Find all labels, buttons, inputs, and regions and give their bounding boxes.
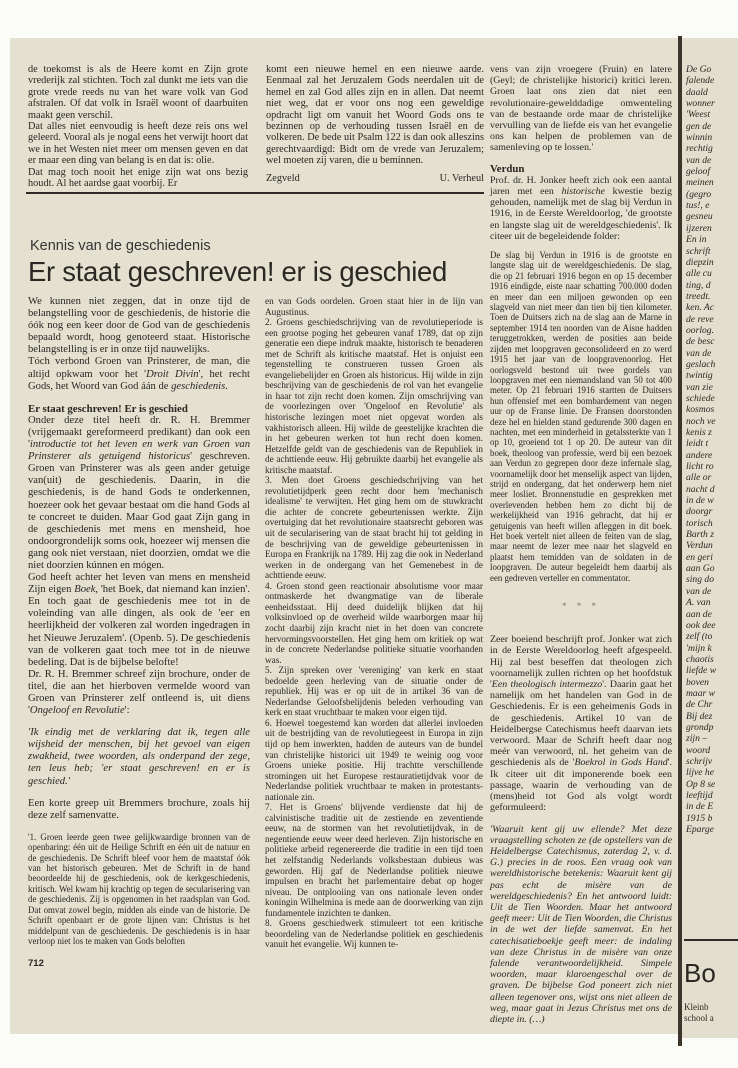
text-run: , 'het Boek, dat niemand kan inzien'. En toch gaat de geschiedenis mee tot in de voleinding van alle dingen, als ook de 'eer en heerlijkheid der volkeren zal worden ingedragen in het Nieuwe Jeruzalem'. (Openb. 5). De geschiedenis van de volkeren gaat toch mee tot in de nieuwe bedeling. Dat is de bijbelse belofte! (28, 584, 250, 668)
text-line: schrift (686, 245, 711, 257)
text-line: daald (686, 86, 708, 98)
text-line: Bij dez (686, 710, 713, 722)
text-paragraph (265, 665, 483, 718)
text-run: 8. Groens geschiedwerk stimuleert tot een kritische beoordeling van de Nederlandse politiek en geschiedenis vanuit het evangelie. Wij kunnen te- (265, 918, 483, 950)
text-run: 4. Groen stond geen reactionair absolutisme voor maar ontmaskerde het dwangmatige van de liberale eenheidsstaat. Hij deed duidelijk blijken dat hij volksinvloed op de overheid wilde waarborgen maar hij zocht daarbij zijn kracht niet in het doen van concrete hervormingsvoorstellen. Het ging hem om kritiek op wat in de concrete Nederlandse politieke situatie voorhanden was. (265, 580, 483, 665)
text-line: gen de (686, 120, 712, 132)
next-page-text (686, 64, 738, 835)
text-line: nacht d (686, 483, 715, 495)
text-line: geslach (686, 358, 716, 370)
section-separator (490, 601, 672, 612)
text-paragraph (28, 64, 248, 121)
text-paragraph (490, 634, 672, 813)
signature-author: U. Verheul (439, 172, 484, 184)
section-divider (26, 192, 484, 194)
text-run: 6. Hoewel toegestemd kan worden dat allerlei invloeden uit de bestrijding van de revolutiegeest in Europa in zijn tijd op hem inwerkten, hadden de auteurs van de bundel van christelijke historici uit 1949 te weinig oog voor Groens unieke positie. Hij trachtte verschillende stromingen uit het Europese restauratietijdvak voor de Nederlandse politiek vruchtbaar te maken in protestants-nationale zin. (265, 717, 483, 802)
text-line: in de w (686, 495, 714, 507)
text-line: En in (686, 234, 707, 246)
text-line: rechtig (686, 143, 713, 155)
text-paragraph (28, 798, 250, 822)
page-number: 712 (28, 958, 44, 970)
text-line: grondp (686, 721, 714, 733)
text-paragraph (265, 317, 483, 475)
text-line: ook dee (686, 619, 716, 631)
text-line: oorlog. (686, 324, 714, 336)
text-paragraph (28, 121, 248, 167)
text-paragraph (28, 669, 250, 717)
next-page-footer (684, 1002, 714, 1023)
text-line: licht ro (686, 461, 714, 473)
text-line: Barth z (686, 529, 714, 541)
section-heading (490, 164, 672, 175)
italic-text: historische (561, 186, 605, 198)
text-run: We kunnen niet zeggen, dat in onze tijd de belangstelling voor de geschiedenis, de historie die óók nog een keer door de God van de geschiedenis bepaald wordt, hoog genoteerd staat. Historische belangstelling is er in onze tijd nauwelijks. (28, 296, 250, 356)
text-line: 'mijn k (686, 642, 712, 654)
text-line: sing do (686, 574, 714, 586)
text-run: 'Ik eindig met de verklaring dat ik, tegen alle wijsheid der menschen, bij het gevoel van eigen zwakheid, twee woorden, als onderpand der zege, ten leus heb; 'er staat geschreven! en er is geschied.' (28, 727, 250, 787)
text-line: chaotis (686, 653, 714, 665)
text-run: 7. Het is Groens' blijvende verdienste dat hij de calvinistische traditie uit de zestiende en zeventiende eeuw, na de stormen van het revolutietijdvak, in de negentiende eeuw weer deed herleven. Zijn historische en politieke arbeid regenereerde die traditie in een tijd toen het zelfstandig Nederlands volksbestaan dubieus was geworden. Hij gaf de Nederlandse politiek nieuwe impulsen en bracht het parlementaire debat op hoger niveau. De ontplooiing van ons nationale leven onder koningin Wilhelmina is mede aan de doorwerking van zijn fundamentele inzichten te danken. (265, 802, 483, 918)
text-run: Dat alles niet eenvoudig is heeft deze reis ons wel geleerd. Vooral als je nogal eens het verwijt hoort dat we in het Westen niet meer om mensen geven en dat er maar een ding van belang is en dat is: olie. (28, 121, 248, 167)
text-line: kosmos (686, 404, 715, 416)
text-line: van zie (686, 381, 713, 393)
text-paragraph (28, 356, 250, 392)
text-paragraph (490, 175, 672, 242)
text-line: ting, d (686, 279, 711, 291)
article-column-left-wrap (28, 296, 250, 969)
italic-text: Boek (74, 584, 96, 596)
text-line: De Go (686, 64, 712, 75)
text-line: aan Go (686, 563, 715, 575)
text-line: Verdun (686, 540, 713, 552)
text-run: De slag bij Verdun in 1916 is de grootste en langste slag uit de wereldgeschiedenis. De slag, die op 21 februari 1916 begon en op 15 december 1916 eindigde, eiste naar schatting 700.000 doden en meer dan een miljoen gewonden op een slagveld van niet meer dan tien bij tien kilometer. Toen de Duitsers zich na de slag aan de Marne in september 1914 ten noorden van de Aisne hadden teruggetrokken, werden de posities aan beide zijden met loopgraven geconsolideerd en zo werd 1915 het jaar van de loopgravenoorlog. Het oorlogsveld bestond uit twee gordels van loopgraven met een niemandsland van 50 tot 400 meter. Op 21 februari 1916 startten de Duitsers hun offensief met een bombardement van negen uur op de Franse linie. De Fransen doorstonden deze hel en hielden stand gedurende 300 dagen en nachten, met een minderheid in getalssterkte van 1 op 10, groeiend tot 1 op 20. De auteur van dit boek, theoloog van professie, werd bij een bezoek aan Verdun zo gegrepen door deze infernale slag, voornamelijk door het menselijk aspect van lijden, strijd en ondergang, dat het onderwerp hem niet meer losliet. Bronnenstudie en gesprekken met overlevenden hebben hem zo dicht bij de werkelijkheid van 1916 gebracht, dat hij er getuigenis van heeft willen afleggen in dit boek. Het boek vertelt niet alleen de feiten van de slag, maar neemt de lezer mee naar het slagveld en plaatst hem temidden van de soldaten in de loopgraven. De auteur begeleidt hem daarbij als een gedreven verteller en commentator. (490, 250, 672, 583)
text-line: wonner (686, 98, 715, 110)
text-run: ', het recht Gods, het Woord van God áán de (28, 368, 251, 392)
text-paragraph (265, 918, 483, 950)
text-line: liefde w (686, 665, 717, 677)
text-run: vens van zijn vroegere (Fruin) en latere (Geyl; de christelijke historici) kritici leren. Groen laat ons zien dat niet een revolutionaire-gewelddadige omwenteling van de bestaande orde maar de christelijke vervulling van de liefde eis van het evangelie ons kan helpen de problemen van de samenleving op te lossen.' (490, 64, 672, 154)
text-run: '. Ik citeer uit dit imponerende boek een passage, waarin de verhouding van de (mens)heid tot God als volgt wordt geformuleerd: (490, 757, 672, 814)
text-line: Op 8 se (686, 778, 716, 790)
text-line: maar w (686, 687, 716, 699)
text-run: ': (124, 705, 130, 717)
text-line: lijve he (686, 767, 714, 779)
text-run: 3. Men doet Groens geschiedschrijving van het revolutietijdperk geen recht door hem 'mechanisch idealisme' te verwijten. Het ging hem om de stuwkracht die achter de concrete gebeurtenissen werkte. Zijn overtuiging dat het revolutionaire staatsrecht geboren was uit de secularisering van de staat bracht hij tot gelding in de beschrijving van de geweldige gebeurtenissen in Europa en Frankrijk na 1789. Hij zag die ook in Nederland werken in de ondergang van het Gemenebest in de achttiende eeuw. (265, 475, 483, 581)
text-run: Tóch verbond Groen van Prinsterer, de man, die altijd opkwam voor het ' (28, 356, 250, 380)
text-run: kwestie bezig gehouden, namelijk met de slag bij Verdun in 1916, in de Eerste Wereldoorlog, 'de grootste en langste slag uit de wereldgeschiedenis'. Ik citeer uit de begeleidende folder: (490, 186, 672, 242)
top-article-signature (266, 173, 484, 184)
top-article-column-1 (28, 64, 248, 189)
text-line: van de (686, 347, 712, 359)
text-line: ijzeren (686, 222, 712, 234)
text-paragraph (28, 415, 250, 572)
text-run: Zeer boeiend beschrijft prof. Jonker wat zich in de Eerste Wereldoorlog heeft afgespeeld. Hij zal best beseffen dat theologen zich voornamelijk zullen richten op het hoofdstuk ' (490, 634, 672, 691)
text-paragraph (28, 727, 250, 787)
text-line: Kleinb (684, 1002, 709, 1012)
text-line: diepzin (686, 256, 714, 268)
text-run: Er staat geschreven! Er is geschied (28, 402, 188, 415)
text-line: alle or (686, 472, 712, 484)
text-line: schrijv (686, 755, 713, 767)
text-paragraph (265, 802, 483, 918)
italic-text: Boekrol in Gods Hand (574, 757, 668, 769)
text-line: leeftijd (686, 790, 713, 801)
section-heading (28, 403, 250, 415)
text-line: van de (686, 585, 712, 597)
article-kicker: Kennis van de geschiedenis (30, 238, 211, 254)
text-line: de besc (686, 336, 715, 348)
article-headline: Er staat geschreven! er is geschied (28, 256, 448, 287)
italic-text: Ongeloof en Revolutie (29, 705, 125, 717)
text-line: schiede (686, 392, 715, 404)
text-run: Dr. R. H. Bremmer schreef zijn brochure, onder de titel, die aan het hierboven vermelde woord van Groen van Prinsterer zelf ontleend is, uit diens ' (28, 668, 250, 717)
top-article (26, 64, 484, 194)
text-paragraph (266, 64, 484, 167)
text-line: de Chr (686, 699, 713, 711)
text-line: leidt t (686, 438, 709, 450)
text-line: (gegro (686, 188, 712, 200)
text-paragraph (28, 832, 250, 946)
text-line: treedt. (686, 290, 711, 302)
text-run: Een korte greep uit Bremmers brochure, zoals hij deze zelf samenvatte. (28, 797, 250, 821)
text-run: 'Waaruit kent gij uw ellende? Met deze vraagstelling schoten ze (de opstellers van de Heidelbergse Catechismus, zaterdag 2, v. d. G.) precies in de roos. Een vraag ook van wereldhistorische betekenis: Waaruit kent gij pas echt de misère van de wereldgeschiedenis? En het antwoord luidt: Uit de Tien Woorden. Maar het antwoord geeft meer: Uit de Tien Woorden, die Christus in de wet der liefde samenvat. En het catechisatieboekje geeft meer: de indaling van deze Christus in de misère van onze falende verantwoordelijkheid. Simpele woorden, maar klaroengeschal over de graven. De bijbelse God poneert zich niet alleen tegenover ons, wijst ons niet alleen de weg, maar gaat in Jezus Christus met ons de diepte in. (…) (490, 823, 672, 1025)
text-line: woord (686, 744, 711, 756)
text-paragraph (490, 824, 672, 1026)
text-line: geloof (686, 166, 710, 178)
text-line: doorgr (686, 506, 713, 518)
text-line: torisch (686, 517, 713, 529)
italic-text: introductie tot het leven en werk van Groen van Prinsterer als getuigend historicus (28, 439, 250, 463)
text-line: noch ve (686, 415, 716, 427)
text-line: boven (686, 676, 709, 688)
text-line: zelf (to (686, 631, 713, 643)
text-run: komt een nieuwe hemel en een nieuwe aarde. Eenmaal zal het Jeruzalem Gods neerdalen uit de hemel en zal God alles zijn en in allen. Dat neemt niet weg, dat er voor ons nog een geweldige opdracht ligt om vanuit het Woord Gods ons te bezinnen op de verhouding tussen Israël en de volkeren. De bede uit Psalm 122 is dan ook alleszins gerechtvaardigd: Bidt om de vrede van Jeruzalem; wel moeten zij varen, die u beminnen. (266, 64, 484, 167)
text-run: Onder deze titel heeft dr. R. H. Bremmer (vrijgemaakt gereformeerd predikant) dan ook een ' (28, 414, 250, 451)
text-run: '1. Groen leerde geen twee gelijkwaardige bronnen van de openbaring: één uit de Heilige Schrift en één uit de natuur en de geschiedenis. De Schrift bleef voor hem de maatstaf óók van het historisch gebeuren. Met de Schrift in de hand beoordeelde hij de geschiedenis, ook de kerkgeschiedenis, kritisch. Wel kwam hij krachtig op tegen de secularisering van de geschiedenis. Zij is opgenomen in het raadsplan van God. Dat omvat zowel begin, midden als einde van de historie. De Schrift openbaart er de grote lijnen van: Christus is het middelpunt van de geschiedenis. De geschiedenis is in haar verloop niet los te maken van Gods beloften (28, 831, 250, 946)
text-run: ' geschreven. Groen van Prinsterer was als geen ander getuige van(uit) de geschiedenis. Daarin, in die geschiedenis, is de hand Gods te onderkennen, hoezeer ook het gevaar bestaat om die hand Gods al te concreet te duiden. Maar God gaat Zijn gang in de geschiedenis met mens en mensheid, hoe ondoorgrondelijk soms ook, hoezeer wij mensen die gang ook niet verstaan, niet doorzien, omdat we die niet doorzien kúnnen en mógen. (28, 451, 251, 571)
text-run: '. Daarin gaat het namelijk om het handelen van God in de Geschiedenis. Er is een geheimenis Gods in de geschiedenis. Artikel 10 van de Heidelbergse Catechismus heeft daarvan iets verwoord. Maar de Schrift heeft daar nog meér van verwoord, nl. het geheim van de geschiedenis als de ' (490, 679, 672, 769)
article-column-middle (265, 296, 483, 950)
text-paragraph (28, 572, 250, 669)
text-line: zijn – (686, 733, 708, 745)
text-run: Verdun (490, 162, 525, 175)
text-paragraph (265, 475, 483, 580)
article-column-right (490, 64, 672, 1035)
text-run: en van Gods oordelen. Groen staat hier in de lijn van Augustinus. (265, 296, 483, 317)
text-line: en geri (686, 551, 713, 563)
text-line: ken. Ac (686, 302, 715, 314)
next-page-divider (684, 939, 738, 941)
text-line: falende (686, 75, 715, 87)
text-line: de reve (686, 313, 714, 325)
text-line: Eparge (686, 824, 714, 836)
text-line: 'Weest (686, 109, 711, 121)
text-run: Prof. dr. H. Jonker heeft zich ook een aantal jaren met een (490, 174, 672, 198)
text-run: . (225, 380, 228, 392)
text-line: A. van (686, 597, 711, 609)
text-line: kenis z (686, 427, 712, 438)
next-page-edge (682, 38, 738, 1038)
article-column-left (28, 296, 250, 946)
text-paragraph (28, 296, 250, 356)
text-paragraph (265, 581, 483, 665)
italic-text: Een theologisch intermezzo (491, 679, 603, 691)
text-line: alle cu (686, 268, 712, 280)
text-run: de toekomst is als de Heere komt en Zijn grote vrederijk zal stichten. Toch zal dunkt me iets van die grote vrede reeds nu van het ware volk van God afstralen. Of dat volk in Israël woont of daarbuiten maakt geen verschil. (28, 64, 248, 121)
text-line: aan de (686, 608, 712, 620)
text-run: God heeft achter het leven van mens en mensheid Zijn eigen (28, 572, 250, 596)
text-line: meinen (686, 177, 714, 189)
text-run: * * * (562, 601, 600, 612)
text-line: van de (686, 154, 712, 166)
text-paragraph (265, 296, 483, 317)
top-article-column-2 (266, 64, 484, 167)
text-run: 5. Zijn spreken over 'vereniging' van kerk en staat bedoelde geen herleving van de situatie onder de republiek. Hij was er op uit de in artikel 36 van de Nederlandse Geloofsbelijdenis beleden verhouding van kerk en staat vruchtbaar te maken voor eigen tijd. (265, 665, 483, 718)
text-line: gesneu (686, 211, 713, 223)
next-page-heading: Bo (684, 958, 716, 988)
text-line: school a (684, 1012, 714, 1023)
text-paragraph (490, 250, 672, 583)
text-run: Dat mag toch nooit het enige zijn wat ons bezig houdt. Al het aardse gaat voorbij. Er (28, 166, 248, 190)
text-paragraph (490, 64, 672, 154)
text-line: andere (686, 449, 713, 461)
text-line: in de E (686, 801, 714, 813)
text-paragraph (28, 167, 248, 190)
signature-place: Zegveld (266, 172, 300, 184)
italic-text: Droit Divin (146, 368, 199, 380)
text-line: winnin (686, 132, 713, 144)
text-line: 1915 b (686, 812, 713, 824)
text-run: 2. Groens geschiedschrijving van de revolutieperiode is een grootse poging het gebeuren vanaf 1789, dat op zijn generatie een diepe indruk maakte, historisch te benaderen met de Schrift als kritische maatstaf. Het is onjuist een tegenstelling te construeren tussen Groen als evangeliebelijder en Groen als historicus. Hij wilde in zijn beschrijving van de geschiedenis de rol van het evangelie in haar tot zijn recht doen komen. Zijn omschrijving van de voorlezingen over 'Ongeloof en Revolutie' als historische lezingen moet niet opgevat worden als vakhistorisch alleen. Hij wilde de geestelijke krachten die in het gebeuren werken tot hun recht doen komen. Hetzelfde geldt van de geschiedenis van de Republiek in de achttiende eeuw. Hij gebruikte daarbij het evangelie als kritische maatstaf. (265, 317, 483, 475)
text-line: tus!, e (686, 200, 710, 212)
top-article-column-2-wrap (266, 64, 484, 189)
text-paragraph (265, 718, 483, 802)
italic-text: geschiedenis (171, 380, 226, 392)
text-line: twintig (686, 370, 713, 382)
